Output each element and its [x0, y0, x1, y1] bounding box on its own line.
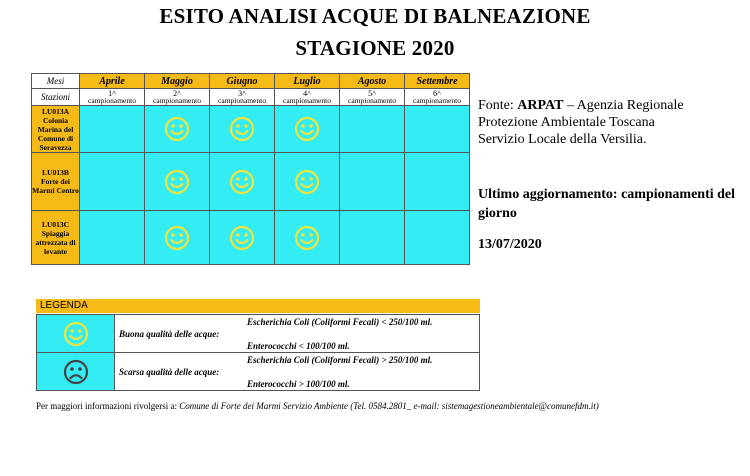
legend-criterion: Escherichia Coli (Coliformi Fecali) < 250/100 ml. — [247, 317, 433, 327]
station-code: LU013B — [42, 168, 69, 177]
legend-icon-cell — [37, 315, 115, 353]
station-row — [32, 106, 470, 153]
smiley-happy-icon — [164, 225, 190, 251]
month-header: Aprile — [80, 74, 145, 89]
page-subtitle: STAGIONE 2020 — [295, 36, 455, 60]
legend-row-bad — [37, 353, 480, 391]
result-cell — [340, 106, 405, 153]
source-office: Servizio Locale della Versilia. — [478, 132, 647, 147]
station-row — [32, 153, 470, 211]
sample-label: campionamento — [88, 96, 136, 105]
station-code: LU013A — [41, 106, 70, 116]
smiley-happy-icon — [63, 321, 89, 347]
result-cell — [145, 106, 210, 153]
mesi-label: Mesi — [32, 74, 80, 89]
month-header: Giugno — [210, 74, 275, 89]
station-cell — [32, 106, 80, 153]
stazioni-label: Stazioni — [32, 89, 80, 106]
smiley-happy-icon — [229, 225, 255, 251]
source-desc: – Agenzia Regionale Protezione Ambientale Toscana — [478, 98, 684, 130]
legend-quality: Scarsa qualità delle acque: — [119, 367, 220, 377]
sample-header — [275, 89, 340, 106]
legend-quality: Buona qualità delle acque: — [119, 329, 220, 339]
result-cell — [340, 211, 405, 265]
result-cell — [275, 106, 340, 153]
station-name: Spiaggia attrezzata di levante — [35, 228, 76, 256]
result-cell — [80, 211, 145, 265]
source-info — [478, 97, 738, 148]
legend-criterion: Enterococchi < 100/100 ml. — [247, 341, 350, 351]
sample-number: 1^ — [108, 89, 116, 98]
footer-contact: (Tel. 0584.2801_ e-mail: sistemagestioneambientale@comunefdm.it) — [348, 401, 599, 411]
smiley-sad-icon — [63, 359, 89, 385]
result-cell — [145, 211, 210, 265]
last-update-date: 13/07/2020 — [478, 237, 542, 252]
smiley-happy-icon — [294, 116, 320, 142]
source-prefix: Fonte: — [478, 98, 518, 113]
footer-intro: Per maggiori informazioni rivolgersi a: — [36, 401, 180, 411]
sample-header — [145, 89, 210, 106]
sample-header — [340, 89, 405, 106]
month-header: Maggio — [145, 74, 210, 89]
result-cell — [405, 106, 470, 153]
smiley-happy-icon — [294, 169, 320, 195]
sample-label: campionamento — [413, 96, 461, 105]
station-name: Colonia Marina del Comune di Seravezza — [37, 115, 74, 152]
sample-header — [80, 89, 145, 106]
result-cell — [80, 106, 145, 153]
sample-label: campionamento — [218, 96, 266, 105]
results-table — [31, 73, 470, 265]
station-row — [32, 211, 470, 265]
sample-number: 4^ — [303, 89, 311, 98]
result-cell — [210, 106, 275, 153]
footer-entity: Comune di Forte dei Marmi Servizio Ambiente — [179, 401, 349, 411]
smiley-happy-icon — [229, 169, 255, 195]
sample-number: 5^ — [368, 89, 376, 98]
legend-title: LEGENDA — [36, 299, 480, 313]
last-update-label: Ultimo aggiornamento: campionamenti del giorno — [478, 187, 736, 221]
result-cell — [405, 153, 470, 211]
station-cell — [32, 153, 80, 211]
source-org: ARPAT — [517, 98, 564, 113]
legend-criterion: Enterococchi > 100/100 ml. — [247, 379, 350, 389]
smiley-happy-icon — [164, 116, 190, 142]
result-cell — [340, 153, 405, 211]
sample-label: campionamento — [153, 96, 201, 105]
month-header: Settembre — [405, 74, 470, 89]
result-cell — [210, 211, 275, 265]
station-name: Forte dei Marmi Centro — [32, 177, 79, 195]
result-cell — [275, 211, 340, 265]
page-title: ESITO ANALISI ACQUE DI BALNEAZIONE — [159, 4, 591, 28]
smiley-happy-icon — [164, 169, 190, 195]
result-cell — [210, 153, 275, 211]
result-cell — [80, 153, 145, 211]
sample-label: campionamento — [283, 96, 331, 105]
result-cell — [405, 211, 470, 265]
sample-number: 6^ — [433, 89, 441, 98]
legend-icon-cell — [37, 353, 115, 391]
sample-number: 2^ — [173, 89, 181, 98]
smiley-happy-icon — [229, 116, 255, 142]
legend-text-good — [115, 315, 480, 353]
month-header: Agosto — [340, 74, 405, 89]
smiley-happy-icon — [294, 225, 320, 251]
sample-header — [405, 89, 470, 106]
footer-note — [36, 401, 599, 411]
legend-text-bad — [115, 353, 480, 391]
station-cell — [32, 211, 80, 265]
month-header: Luglio — [275, 74, 340, 89]
legend-table — [36, 314, 480, 391]
legend-row-good — [37, 315, 480, 353]
sample-header — [210, 89, 275, 106]
sample-number: 3^ — [238, 89, 246, 98]
result-cell — [275, 153, 340, 211]
legend-criterion: Escherichia Coli (Coliformi Fecali) > 250/100 ml. — [247, 355, 433, 365]
sample-label: campionamento — [348, 96, 396, 105]
result-cell — [145, 153, 210, 211]
station-code: LU013C — [41, 219, 70, 229]
